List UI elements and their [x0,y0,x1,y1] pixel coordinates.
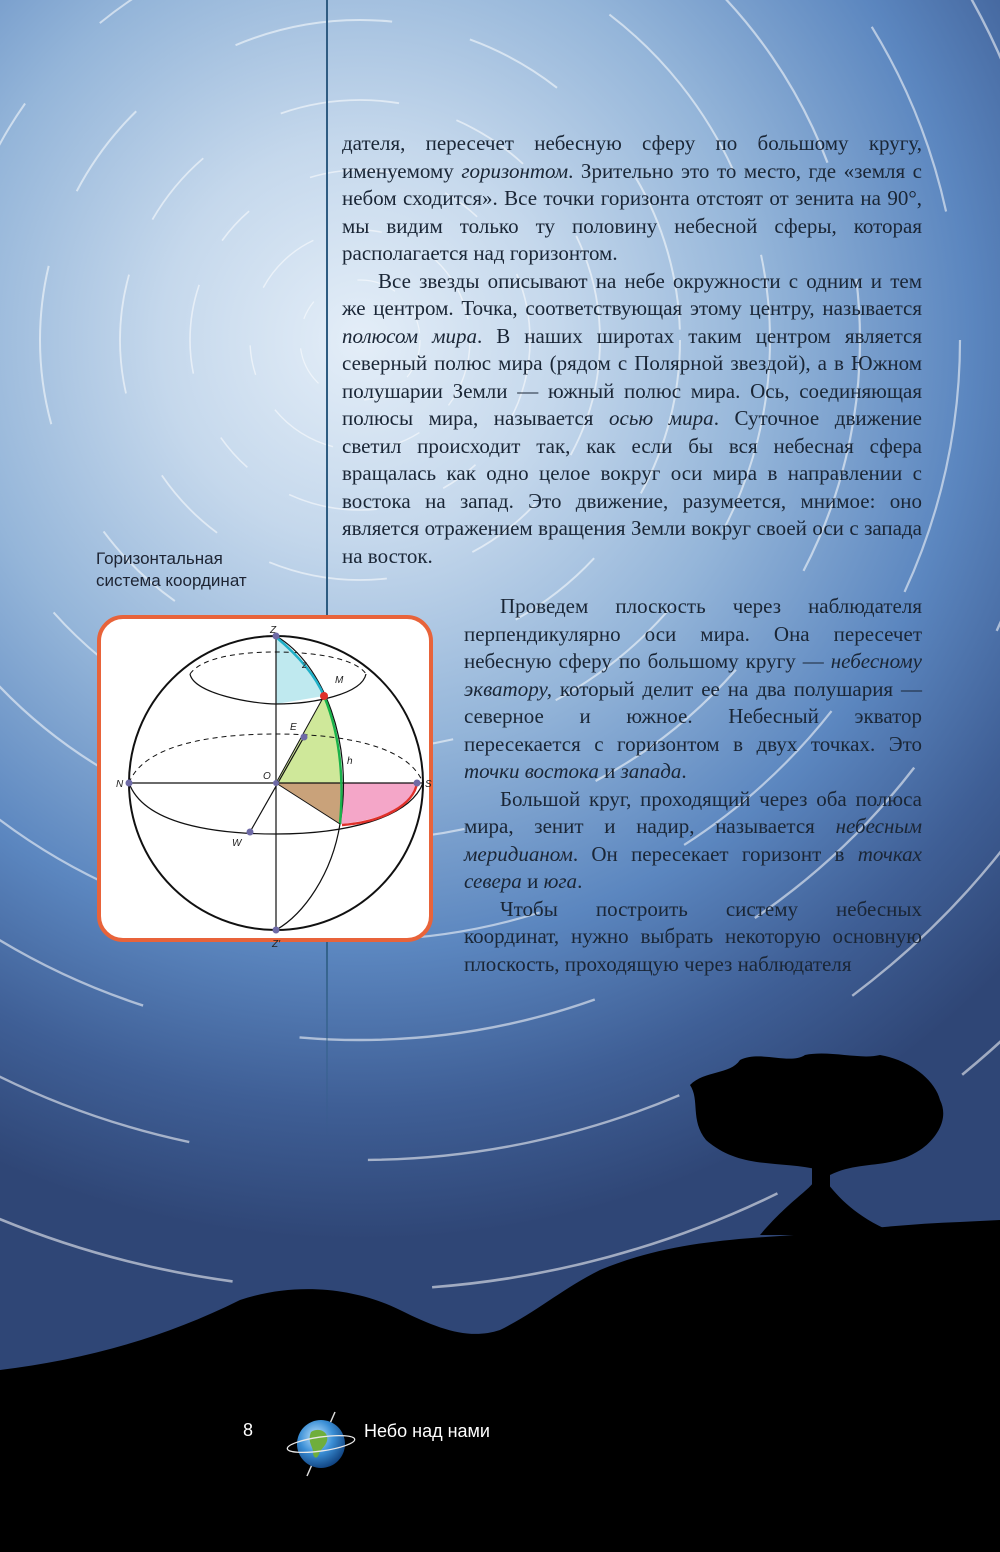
text-run: . В наших широтах таким центром является северный полюс мира (рядом с Полярной звездой), а в Южном полушарии Земли — южный полюс мира. Ось, соединяющая полюсы мира, называется [342,323,923,430]
text-run: Чтобы построить систему небесных координат, нужно выбрать некоторую основную плоскость, проходящую через наблюдателя [464,896,922,976]
text-run: . Зрительно это то место, где «земля с небом сходится». Все точки горизонта отстоят от зенита на 90°, мы видим только ту половину небесной сферы, которая располагается над горизонтом. [342,158,922,265]
cyan-sector [276,636,324,704]
column-divider [326,0,328,1140]
south-label: S [425,779,432,790]
nadir-point [273,927,280,934]
east-label: E [290,722,297,733]
zenith-distance-label: z [302,660,307,671]
north-label: N [116,779,124,790]
emphasized-term: точки востока [464,759,599,783]
east-point [301,734,308,741]
figure-caption [96,548,316,592]
text-run: который делит ее на два полушария — северное и южное. Небесный экватор пересекается с горизонтом в двух точках. Это [464,676,922,756]
center-point [273,780,279,786]
emphasized-term: юга [543,869,578,893]
center-label: O [263,771,271,782]
celestial-sphere-figure [97,615,433,950]
caption-line: Горизонтальная [96,549,223,568]
emphasized-term: горизонтом [461,158,569,183]
west-label: W [232,838,242,849]
tree-silhouette [690,1054,943,1240]
text-run: . Суточное движение светил происходит так, как если бы вся небесная сфера вращалась как одно целое вокруг оси мира в направлении с востока на запад. Это движение, разумеется, мнимое: оно является отражением вращения Земли вокруг своей оси с запада на восток. [342,406,922,568]
paragraph [464,786,922,896]
star-label: M [335,675,344,686]
emphasized-term: запада [620,759,682,783]
text-run: Большой круг, проходящий через оба полюса мира, зенит и надир, называется [464,786,922,838]
text-run: Проведем плоскость через наблюдателя перпендикулярно оси мира. Она пересечет небесную сферу по большому кругу — [464,594,922,673]
zenith-label: Z [270,625,277,636]
paragraph [342,130,922,268]
text-run: . [577,869,583,893]
text-run: . [681,759,687,783]
text-run: дателя, пересечет небесную сферу по большому кругу, именуемому [342,131,922,183]
globe-icon [285,1408,357,1480]
running-title: Небо над нами [364,1421,490,1441]
text-run: и [598,759,621,783]
text-run: и [521,869,544,893]
west-point [247,829,254,836]
caption-line: система координат [96,571,247,590]
nadir-label: Z' [272,939,281,950]
page-number: 8 [243,1420,254,1440]
emphasized-term: небесным меридианом [464,814,922,866]
paragraph [342,268,922,571]
paragraph [464,593,922,786]
emphasized-term: небесному экватору, [464,649,922,701]
altitude-label: h [347,756,353,767]
paragraph [464,896,922,979]
celestial-sphere-diagram [101,619,432,950]
north-point [126,780,133,787]
emphasized-term: точках севера [464,841,922,893]
text-run: Все звезды описывают на небе окружности с одним и тем же центром. Точка, соответствующая этому центру, называется [342,268,922,320]
emphasized-term: полюсом мира [342,323,477,348]
star-point [320,692,328,700]
text-run: . Он пересекает горизонт в [572,841,858,866]
main-text-column [342,130,922,570]
south-point [414,780,421,787]
narrow-text-column [464,593,922,978]
emphasized-term: осью мира [609,406,714,430]
